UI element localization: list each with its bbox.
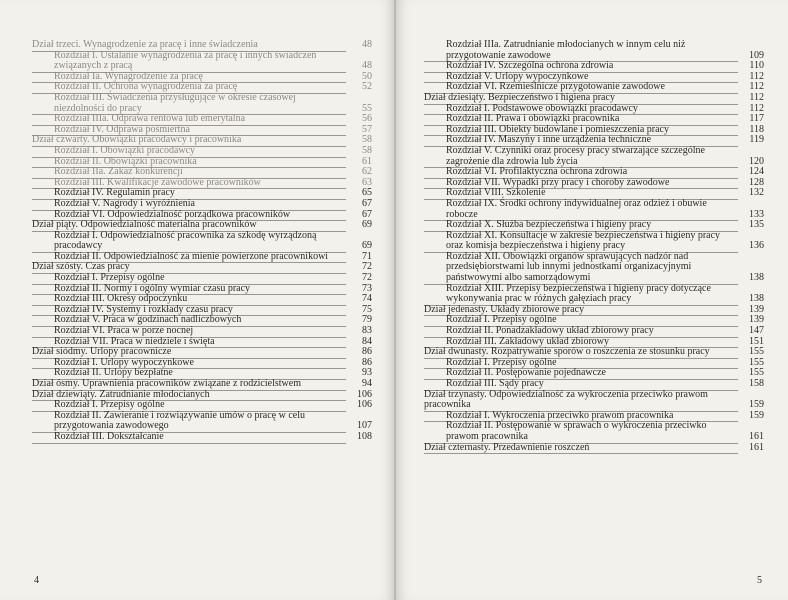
toc-entry-title: Rozdział III. Obiekty budowlane i pomieszczenia pracy (446, 123, 669, 135)
toc-entry-title: Rozdział II. Zawieranie i rozwiązywanie umów o pracę w celu przygotowania zawodowego (54, 409, 305, 432)
toc-entry-page: 151 (749, 335, 764, 347)
toc-entry-page: 155 (749, 346, 764, 358)
toc-entry-title: Rozdział VI. Praca w porze nocnej (54, 325, 194, 337)
toc-entry-title: Rozdział I. Przepisy ogólne (446, 314, 557, 326)
toc-chapter-entry (424, 231, 764, 252)
toc-entry-title: Rozdział IV. Odprawa pośmiertna (54, 123, 190, 135)
toc-entry-page: 139 (749, 314, 764, 326)
toc-entry-title: Rozdział II. Prawa i obowiązki pracownika (446, 113, 620, 125)
toc-entry-page: 138 (749, 293, 764, 305)
toc-entry-title: Rozdział IV. Szczególna ochrona zdrowia (446, 60, 614, 72)
toc-entry-title: Rozdział IV. Regulamin pracy (54, 187, 175, 199)
toc-entry-page: 138 (749, 272, 764, 284)
toc-entry-title: Dział czternasty. Przedawnienie roszczeń (424, 441, 590, 453)
toc-chapter-entry (424, 252, 764, 284)
toc-entry-page: 86 (362, 346, 372, 358)
toc-entry-title: Rozdział III. Sądy pracy (446, 378, 544, 389)
toc-entry-page: 83 (362, 325, 372, 337)
toc-entry-title: Rozdział I. Ustalanie wynagrodzenia za pracę i innych świadczeń związanych z pracą (54, 49, 317, 72)
toc-entry-title: Rozdział II. Odpowiedzialność za mienie powierzone pracownikowi (54, 250, 329, 262)
toc-part-entry (424, 93, 764, 104)
toc-chapter-entry (32, 146, 372, 157)
toc-entry-title: Rozdział II. Postępowanie pojednawcze (446, 367, 606, 379)
toc-chapter-entry (32, 231, 372, 252)
toc-entry-page: 161 (749, 441, 764, 453)
toc-entry-title: Rozdział Ia. Wynagrodzenie za pracę (54, 70, 203, 82)
toc-entry-page: 56 (362, 113, 372, 125)
toc-entry-title: Rozdział I. Wykroczenia przeciwko prawom pracownika (446, 409, 674, 421)
toc-entry-title: Dział siódmy. Urlopy pracownicze (32, 346, 172, 358)
toc-entry-title: Rozdział II. Ponadzakładowy układ zbiorowy pracy (446, 325, 654, 337)
toc-list-left (32, 40, 372, 443)
toc-entry-title: Rozdział II. Normy i ogólny wymiar czasu pracy (54, 282, 251, 294)
right-page (396, 0, 788, 600)
toc-entry-page: 112 (749, 102, 764, 114)
toc-entry-page: 72 (362, 261, 372, 273)
toc-entry-page: 118 (749, 123, 764, 135)
toc-entry-page: 69 (362, 219, 372, 231)
toc-entry-title: Rozdział V. Urlopy wypoczynkowe (446, 70, 589, 82)
toc-entry-page: 128 (749, 176, 764, 188)
toc-entry-title: Rozdział V. Nagrody i wyróżnienia (54, 197, 195, 209)
toc-entry-page: 67 (362, 208, 372, 220)
toc-chapter-entry (424, 284, 764, 305)
toc-entry-title: Rozdział I. Urlopy wypoczynkowe (54, 356, 194, 368)
toc-entry-page: 50 (362, 70, 372, 82)
toc-entry-page: 61 (362, 155, 372, 167)
toc-entry-title: Rozdział III. Okresy odpoczynku (54, 293, 188, 305)
toc-entry-title: Dział ósmy. Uprawnienia pracowników związane z rodzicielstwem (32, 378, 301, 389)
toc-entry-title: Dział jedenasty. Układy zbiorowe pracy (424, 303, 585, 315)
toc-entry-title: Rozdział V. Czynniki oraz procesy pracy stwarzające szczególne zagrożenie dla zdrowia lub życia (446, 144, 705, 167)
toc-entry-title: Rozdział II. Obowiązki pracownika (54, 155, 197, 167)
toc-entry-page: 74 (362, 293, 372, 305)
toc-entry-title: Rozdział IV. Maszyny i inne urządzenia techniczne (446, 134, 652, 146)
toc-entry-title: Rozdział IV. Systemy i rozkłady czasu pracy (54, 303, 233, 315)
toc-entry-page: 161 (749, 430, 764, 442)
toc-chapter-entry (424, 379, 764, 390)
toc-entry-page: 84 (362, 335, 372, 347)
toc-chapter-entry (32, 199, 372, 210)
toc-entry-page: 48 (362, 60, 372, 72)
toc-entry-title: Rozdział III. Zakładowy układ zbiorowy (446, 335, 610, 347)
toc-entry-page: 108 (357, 430, 372, 442)
toc-entry-page: 110 (749, 60, 764, 72)
toc-entry-page: 159 (749, 399, 764, 411)
toc-part-entry (424, 390, 764, 411)
toc-entry-title: Rozdział I. Podstawowe obowiązki pracodawcy (446, 102, 638, 114)
toc-entry-title: Rozdział VII. Wypadki przy pracy i choroby zawodowe (446, 176, 670, 188)
toc-entry-page: 86 (362, 356, 372, 368)
toc-entry-title: Rozdział XI. Konsultacje w zakresie bezpieczeństwa i higieny pracy oraz komisja bezpieczeństwa i higieny pracy (446, 229, 721, 252)
toc-entry-page: 155 (749, 367, 764, 379)
toc-entry-title: Rozdział II. Postępowanie w sprawach o wykroczenia przeciwko prawom pracownika (446, 420, 707, 442)
toc-entry-title: Rozdział X. Służba bezpieczeństwa i higieny pracy (446, 219, 652, 231)
toc-entry-page: 117 (749, 113, 764, 125)
toc-entry-page: 159 (749, 409, 764, 421)
toc-list-right (424, 40, 764, 453)
toc-entry-title: Rozdział XII. Obowiązki organów sprawujących nadzór nad przedsiębiorstwami lub innymi jednostkami organizacyjnymi państwowymi albo samorządowymi (446, 250, 692, 284)
toc-entry-title: Rozdział II. Urlopy bezpłatne (54, 367, 173, 379)
page-number: 4 (34, 575, 39, 586)
toc-entry-page: 158 (749, 378, 764, 389)
toc-entry-title: Rozdział XIII. Przepisy bezpieczeństwa i higieny pracy dotyczące wykonywania prac w różnych gałęziach pracy (446, 282, 711, 305)
toc-part-entry (32, 40, 372, 51)
toc-chapter-entry (32, 93, 372, 114)
toc-entry-page: 79 (362, 314, 372, 326)
toc-entry-title: Rozdział VI. Profilaktyczna ochrona zdrowia (446, 166, 628, 178)
toc-entry-title: Dział szósty. Czas pracy (32, 261, 130, 273)
toc-chapter-entry (424, 199, 764, 220)
toc-entry-page: 58 (362, 134, 372, 146)
toc-entry-title: Rozdział VIII. Szkolenie (446, 187, 546, 199)
toc-chapter-entry (32, 411, 372, 432)
toc-entry-page: 62 (362, 166, 372, 178)
toc-entry-title: Rozdział I. Odpowiedzialność pracownika za szkodę wyrządzoną pracodawcy (54, 229, 317, 252)
toc-entry-page: 112 (749, 91, 764, 103)
toc-entry-title: Dział dwunasty. Rozpatrywanie sporów o roszczenia ze stosunku pracy (424, 346, 710, 358)
toc-entry-title: Rozdział III. Świadczenia przysługujące w okresie czasowej niezdolności do pracy (54, 91, 296, 114)
toc-entry-title: Dział dziesiąty. Bezpieczeństwo i higiena pracy (424, 91, 615, 103)
toc-entry-page: 133 (749, 208, 764, 220)
toc-entry-title: Rozdział IIIa. Zatrudnianie młodocianych w innym celu niż przygotowanie zawodowe (446, 39, 686, 61)
toc-entry-title: Dział czwarty. Obowiązki pracodawcy i pracownika (32, 134, 242, 146)
toc-chapter-entry (424, 146, 764, 167)
toc-entry-page: 69 (362, 240, 372, 252)
leader-line (424, 453, 738, 454)
toc-entry-page: 52 (362, 81, 372, 93)
toc-entry-title: Rozdział I. Obowiązki pracodawcy (54, 144, 196, 156)
toc-entry-page: 120 (749, 155, 764, 167)
toc-entry-title: Rozdział III. Dokształcanie (54, 430, 164, 442)
toc-entry-page: 65 (362, 187, 372, 199)
toc-entry-page: 132 (749, 187, 764, 199)
toc-entry-page: 55 (362, 102, 372, 114)
toc-entry-page: 75 (362, 303, 372, 315)
toc-entry-title: Dział trzeci. Wynagrodzenie za pracę i inne świadczenia (32, 39, 258, 50)
toc-entry-page: 93 (362, 367, 372, 379)
toc-entry-title: Rozdział VII. Praca w niedziele i święta (54, 335, 215, 347)
toc-entry-page: 139 (749, 303, 764, 315)
toc-entry-page: 112 (749, 70, 764, 82)
toc-entry-title: Rozdział I. Przepisy ogólne (446, 356, 557, 368)
toc-entry-title: Rozdział IIa. Zakaz konkurencji (54, 166, 183, 178)
toc-entry-title: Rozdział IIIa. Odprawa rentowa lub emerytalna (54, 113, 246, 125)
page-number: 5 (757, 575, 762, 586)
toc-entry-title: Rozdział V. Praca w godzinach nadliczbowych (54, 314, 242, 326)
toc-entry-title: Dział trzynasty. Odpowiedzialność za wykroczenia przeciwko prawom pracownika (424, 388, 708, 411)
toc-entry-page: 57 (362, 123, 372, 135)
toc-entry-title: Rozdział II. Ochrona wynagrodzenia za pracę (54, 81, 238, 93)
toc-entry-page: 119 (749, 134, 764, 146)
toc-entry-title: Rozdział I. Przepisy ogólne (54, 399, 165, 411)
leader-line (32, 443, 346, 444)
toc-part-entry (32, 379, 372, 390)
toc-entry-page: 106 (357, 399, 372, 411)
toc-entry-page: 155 (749, 356, 764, 368)
toc-entry-page: 73 (362, 282, 372, 294)
toc-entry-page: 58 (362, 144, 372, 156)
toc-chapter-entry (32, 51, 372, 72)
toc-entry-page: 48 (362, 39, 372, 50)
toc-entry-page: 136 (749, 240, 764, 252)
toc-entry-page: 135 (749, 219, 764, 231)
toc-entry-title: Rozdział III. Kwalifikacje zawodowe pracowników (54, 176, 261, 188)
toc-entry-title: Rozdział IX. Środki ochrony indywidualnej oraz odzież i obuwie robocze (446, 197, 707, 220)
toc-entry-page: 109 (749, 49, 764, 61)
toc-entry-title: Rozdział VI. Odpowiedzialność porządkowa pracowników (54, 208, 291, 220)
toc-entry-page: 71 (362, 250, 372, 262)
toc-part-entry (424, 443, 764, 454)
toc-entry-page: 112 (749, 81, 764, 93)
toc-chapter-entry (424, 421, 764, 442)
toc-entry-page: 107 (357, 420, 372, 432)
toc-entry-page: 147 (749, 325, 764, 337)
toc-entry-page: 72 (362, 272, 372, 284)
toc-chapter-entry (424, 40, 764, 61)
toc-entry-page: 94 (362, 378, 372, 389)
toc-entry-page: 67 (362, 197, 372, 209)
toc-entry-title: Dział piąty. Odpowiedzialność materialna pracowników (32, 219, 257, 231)
toc-entry-title: Rozdział VI. Rzemieślnicze przygotowanie zawodowe (446, 81, 665, 93)
toc-entry-page: 106 (357, 388, 372, 400)
toc-entry-page: 63 (362, 176, 372, 188)
toc-entry-page: 124 (749, 166, 764, 178)
toc-chapter-entry (32, 432, 372, 443)
toc-entry-title: Rozdział I. Przepisy ogólne (54, 272, 165, 284)
toc-entry-title: Dział dziewiąty. Zatrudnianie młodocianych (32, 388, 210, 400)
